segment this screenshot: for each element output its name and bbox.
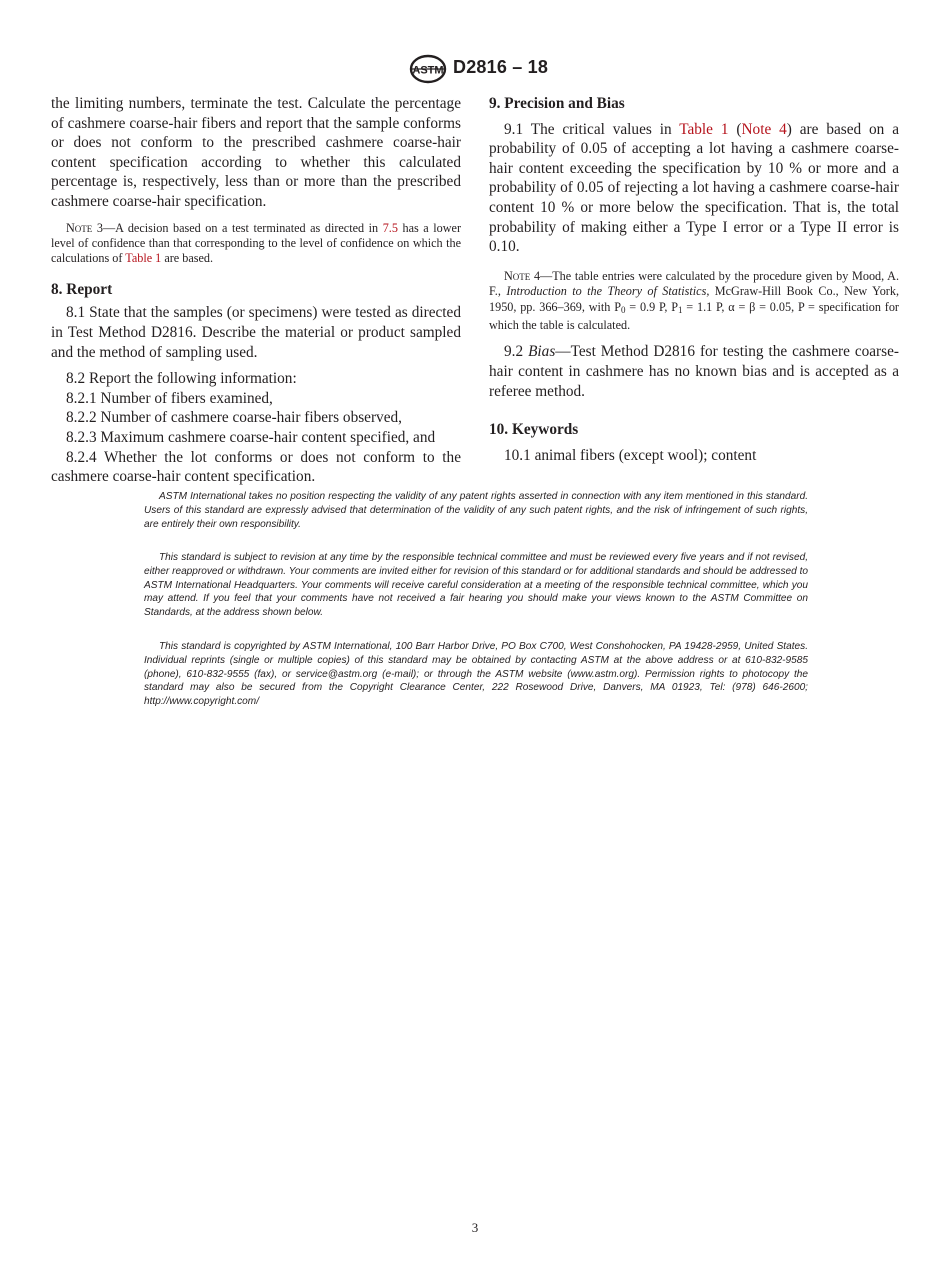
book-title: Introduction to the Theory of Statistics, <box>506 284 710 299</box>
paragraph-8-2-3: 8.2.3 Maximum cashmere coarse-hair content specified, and <box>66 428 436 446</box>
paragraph-8-2-2: 8.2.2 Number of cashmere coarse-hair fibers observed, <box>66 409 402 427</box>
link-section-7-5[interactable]: 7.5 <box>382 220 398 235</box>
link-table-1[interactable]: Table 1 <box>679 120 729 138</box>
paragraph-continuation: the limiting numbers, terminate the test. Calculate the percentage of cashmere coarse-hair fibers and report that the sample conforms or does not conform to the prescribed cashmere coarse-hair content specification according to whether this calculated percentage is, respectively, less than or more than the prescribed cashmere coarse-hair specification. <box>51 95 461 210</box>
note-label: Note <box>66 220 93 235</box>
page-number: 3 <box>471 1220 479 1235</box>
left-column <box>51 94 461 487</box>
section-9-heading: 9. Precision and Bias <box>489 95 625 112</box>
bias-term: Bias <box>528 343 556 361</box>
right-column <box>489 94 899 465</box>
astm-logo <box>408 54 448 84</box>
svg-text:ASTM: ASTM <box>412 64 444 77</box>
section-10-heading: 10. Keywords <box>489 421 579 439</box>
paragraph-10-1: 10.1 animal fibers (except wool); content <box>504 446 757 464</box>
section-8-heading: 8. Report <box>51 280 113 298</box>
paragraph-8-2: 8.2 Report the following information: <box>66 370 297 388</box>
paragraph-8-2-1: 8.2.1 Number of fibers examined, <box>66 389 273 407</box>
paragraph-9-2: 9.2 Bias—Test Method D2816 for testing the cashmere coarse-hair content in cashmere has no known bias and is accepted as a referee method. <box>489 343 899 400</box>
link-table-1[interactable]: Table 1 <box>125 251 162 266</box>
footer-patent-notice: ASTM International takes no position respecting the validity of any patent rights asserted in connection with any item mentioned in this standard. Users of this standard are expressly advised that determination of the validity of any such patent rights, and the risk of infringement of such rights, are entirely their own responsibility. <box>144 491 808 530</box>
paragraph-8-2-4: 8.2.4 Whether the lot conforms or does not conform to the cashmere coarse-hair content specification. <box>51 448 461 486</box>
document-designation: D2816 – 18 <box>453 57 549 77</box>
page-header <box>0 54 950 84</box>
link-note-4[interactable]: Note 4 <box>741 120 787 138</box>
paragraph-9-1: 9.1 The critical values in Table 1 (Note 4) are based on a probability of 0.05 of accepting a lot having a cashmere coarse-hair content exceeding the specification by 10 % or more and a probability of 0.05 of rejecting a lot having a cashmere coarse-hair content 10 % or more below the specification. That is, the total probability of making either a Type I error or a Type II error is 0.10. <box>489 120 899 256</box>
note-3: Note 3—A decision based on a test terminated as directed in 7.5 has a lower level of confidence than that corresponding to the level of confidence on which the calculations of Table 1 are based. <box>51 220 462 266</box>
note-4: Note 4—The table entries were calculated by the procedure given by Mood, A. F., Introduction to the Theory of Statistics, McGraw-Hill Book Co., New York, 1950, pp. 366–369, with $P_0 = 0.9$ P, $P_1 = 1.1$ P, α = β = 0.05, P = specification for which the table is calculated. <box>489 268 900 332</box>
footer-copyright-notice: This standard is copyrighted by ASTM International, 100 Barr Harbor Drive, PO Box C700, West Conshohocken, PA 19428-2959, United States. Individual reprints (single or multiple copies) of this standard may be obtained by contacting ASTM at the above address or at 610-832-9585 (phone), 610-832-9555 (fax), or service@astm.org (e-mail); or through the ASTM website (www.astm.org). Permission rights to photocopy the standard may also be secured from the Copyright Clearance Center, 222 Rosewood Drive, Danvers, MA 01923, Tel: (978) 646-2600; http://www.copyright.com/ <box>144 641 808 708</box>
paragraph-8-1: 8.1 State that the samples (or specimens) were tested as directed in Test Method D2816. Describe the material or product sampled and the method of sampling used. <box>51 304 461 361</box>
footer-revision-notice: This standard is subject to revision at any time by the responsible technical committee and must be reviewed every five years and if not revised, either reapproved or withdrawn. Your comments are invited either for revision of this standard or for additional standards and should be addressed to ASTM International Headquarters. Your comments will receive careful consideration at a meeting of the responsible technical committee, which you may attend. If you feel that your comments have not received a fair hearing you should make your views known to the ASTM Committee on Standards, at the address shown below. <box>144 552 808 619</box>
note-label: Note <box>504 268 531 283</box>
